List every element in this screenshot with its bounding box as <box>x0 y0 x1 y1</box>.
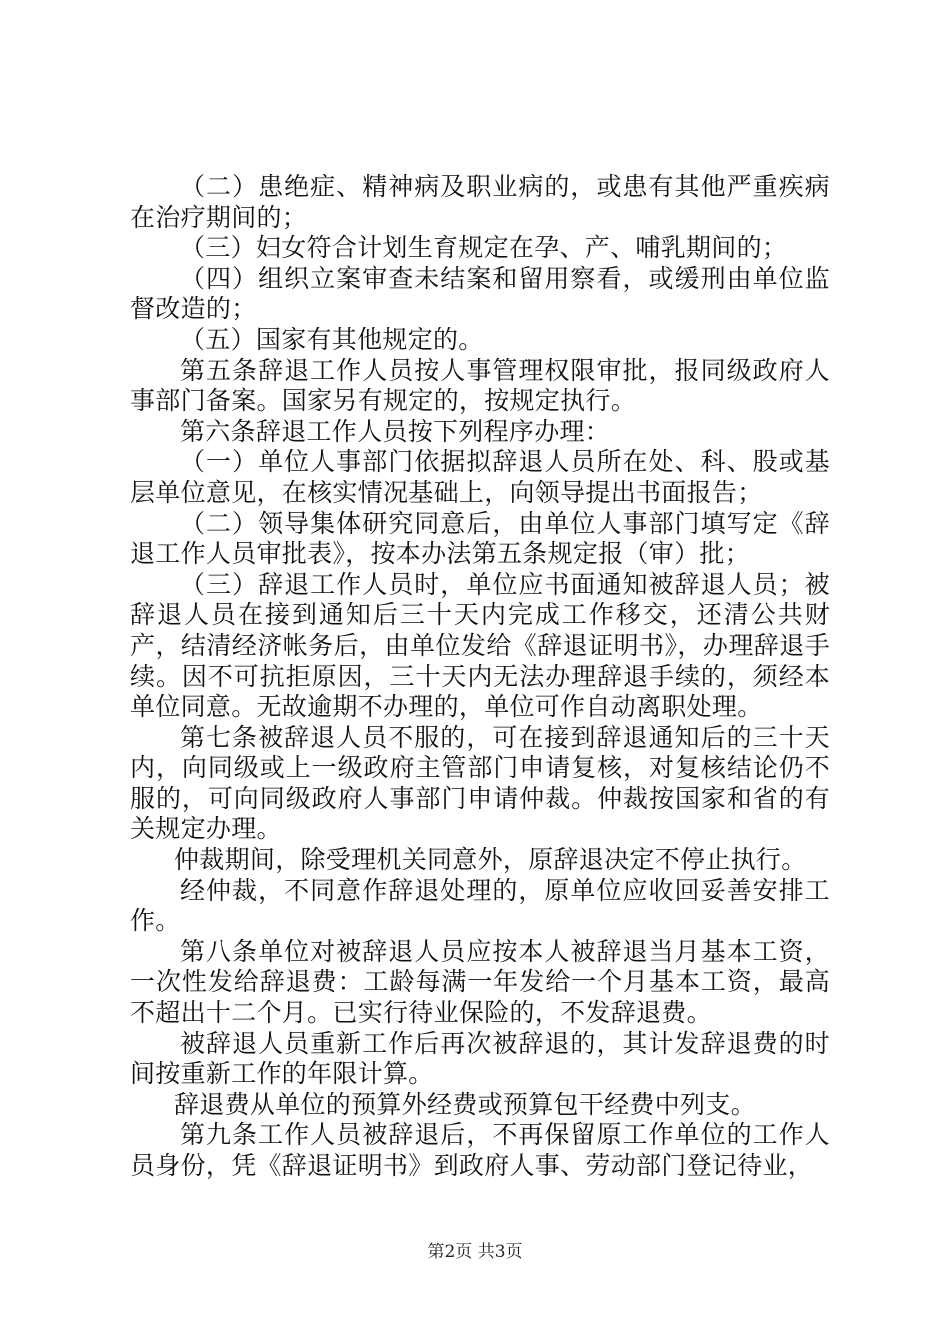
paragraph-procedure-2: （二）领导集体研究同意后，由单位人事部门填写定《辞退工作人员审批表》，按本办法第五条规定报（审）批； <box>130 508 830 569</box>
paragraph-article-7: 第七条被辞退人员不服的，可在接到辞退通知后的三十天内，向同级或上一级政府主管部门申请复核，对复核结论仍不服的，可向同级政府人事部门申请仲裁。仲裁按国家和省的有关规定办理。 <box>130 722 830 844</box>
paragraph-rehire: 被辞退人员重新工作后再次被辞退的，其计发辞退费的时间按重新工作的年限计算。 <box>130 1028 830 1089</box>
page-footer: 第2页 共3页 <box>427 1242 523 1262</box>
paragraph-article-5: 第五条辞退工作人员按人事管理权限审批，报同级政府人事部门备案。国家另有规定的，按规定执行。 <box>130 355 830 416</box>
paragraph-arbitration-period: 仲裁期间，除受理机关同意外，原辞退决定不停止执行。 <box>174 845 807 875</box>
paragraph-funding: 辞退费从单位的预算外经费或预算包干经费中列支。 <box>174 1089 756 1119</box>
paragraph-item-5: （五）国家有其他规定的。 <box>180 324 484 354</box>
paragraph-article-9: 第九条工作人员被辞退后，不再保留原工作单位的工作人员身份，凭《辞退证明书》到政府人事、劳动部门登记待业， <box>130 1120 830 1180</box>
paragraph-item-3: （三）妇女符合计划生育规定在孕、产、哺乳期间的； <box>180 233 788 263</box>
paragraph-arbitration-result: 经仲裁，不同意作辞退处理的，原单位应收回妥善安排工作。 <box>130 875 830 936</box>
paragraph-procedure-1: （一）单位人事部门依据拟辞退人员所在处、科、股或基层单位意见，在核实情况基础上，向领导提出书面报告； <box>130 447 830 507</box>
paragraph-item-2: （二）患绝症、精神病及职业病的，或患有其他严重疾病在治疗期间的； <box>130 172 830 232</box>
paragraph-item-4: （四）组织立案审查未结案和留用察看，或缓刑由单位监督改造的； <box>130 263 830 324</box>
paragraph-article-8: 第八条单位对被辞退人员应按本人被辞退当月基本工资，一次性发给辞退费：工龄每满一年发给一个月基本工资，最高不超出十二个月。已实行待业保险的，不发辞退费。 <box>130 936 830 1028</box>
document-body <box>130 172 830 1182</box>
paragraph-article-6: 第六条辞退工作人员按下列程序办理： <box>180 416 611 446</box>
paragraph-procedure-3: （三）辞退工作人员时，单位应书面通知被辞退人员；被辞退人员在接到通知后三十天内完成工作移交，还清公共财产，结清经济帐务后，由单位发给《辞退证明书》，办理辞退手续。因不可抗拒原因，三十天内无法办理辞退手续的，须经本单位同意。无故逾期不办理的，单位可作自动离职处理。 <box>130 569 830 722</box>
